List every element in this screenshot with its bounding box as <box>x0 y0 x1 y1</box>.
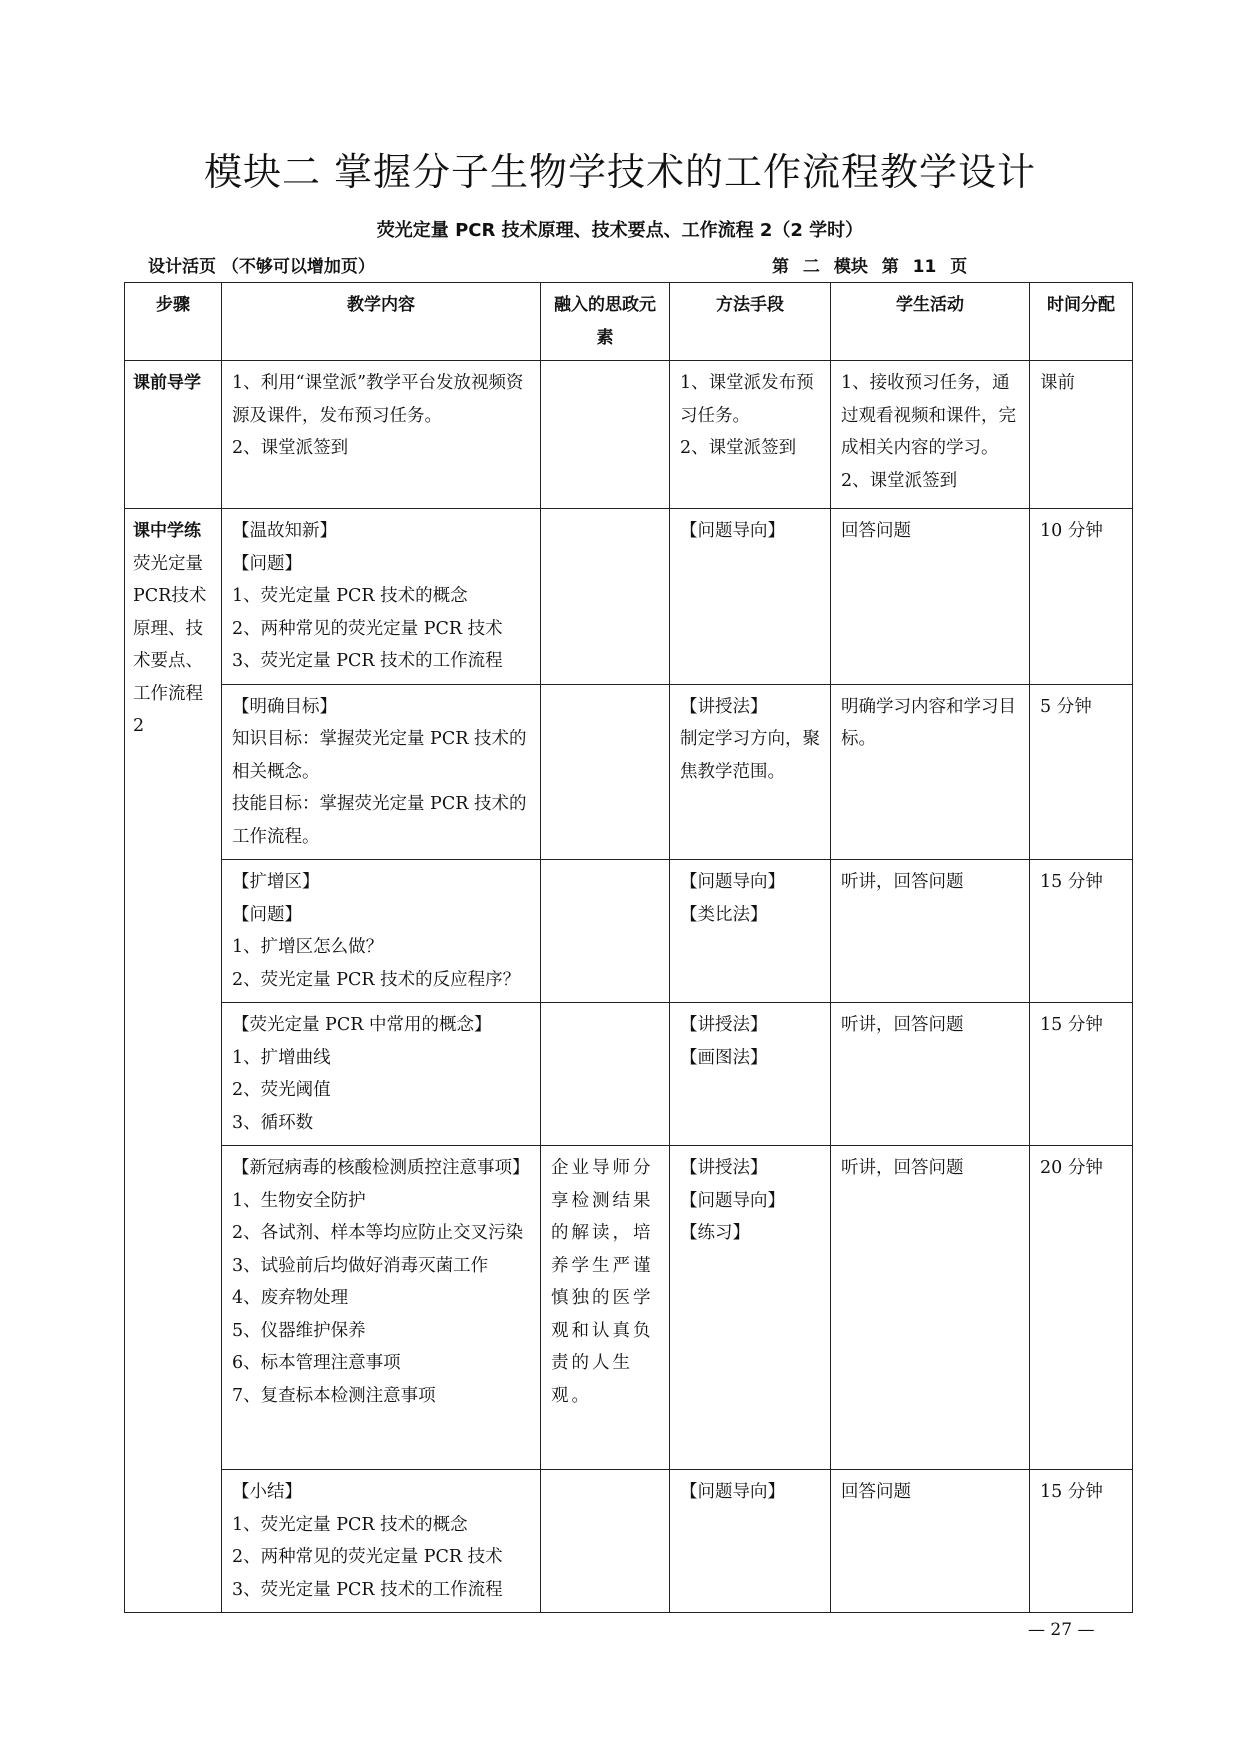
content-line: 【温故知新】 <box>232 521 337 541</box>
content-line: 2、两种常见的荧光定量 PCR 技术 <box>232 1547 503 1567</box>
activity-line: 1、接收预习任务，通过观看视频和课件，完成相关内容的学习。 <box>841 373 1016 458</box>
content-line: 【新冠病毒的核酸检测质控注意事项】 <box>232 1158 530 1178</box>
header-time: 时间分配 <box>1030 283 1133 361</box>
table-row <box>125 860 1133 1003</box>
method-cell <box>670 509 831 685</box>
page-number: — 27 — <box>1028 1620 1095 1640</box>
page-title: 模块二 掌握分子生物学技术的工作流程教学设计 <box>203 150 1037 194</box>
content-cell <box>222 860 541 1003</box>
content-line: 1、利用“课堂派”教学平台发放视频资源及课件，发布预习任务。 <box>232 373 524 426</box>
method-line: 【讲授法】 <box>680 1015 768 1035</box>
activity-line: 2、课堂派签到 <box>841 470 958 491</box>
step-cell <box>125 361 222 509</box>
content-line: 【明确目标】 <box>232 696 337 717</box>
content-line: 2、荧光定量 PCR 技术的反应程序？ <box>232 969 521 990</box>
activity-cell <box>831 1003 1030 1146</box>
sizheng-cell: 企业导师分享检测结果的解读，培养学生严谨慎独的医学观和认真负责的人生观。 <box>541 1146 670 1470</box>
sizheng-cell <box>541 1470 670 1613</box>
content-cell <box>222 1470 541 1613</box>
content-cell <box>222 509 541 685</box>
activity-line: 听讲，回答问题 <box>841 1015 964 1035</box>
table-row-pre-class <box>125 361 1133 509</box>
design-sheet-label: 设计活页 （不够可以增加页） <box>148 257 375 277</box>
header-method: 方法手段 <box>670 283 831 361</box>
header-step: 步骤 <box>125 283 222 361</box>
content-line: 【扩增区】 <box>232 872 320 892</box>
activity-cell <box>831 1470 1030 1613</box>
header-activity: 学生活动 <box>831 283 1030 361</box>
time-cell: 课前 <box>1030 361 1133 509</box>
content-cell <box>222 1146 541 1470</box>
content-line: 3、循环数 <box>232 1112 314 1133</box>
time-cell: 15 分钟 <box>1030 1470 1133 1613</box>
method-line: 2、课堂派签到 <box>680 438 797 458</box>
header-sizheng: 融入的思政元素 <box>541 283 670 361</box>
lesson-plan-table <box>124 282 1133 1613</box>
content-line: 2、课堂派签到 <box>232 438 349 458</box>
sizheng-cell <box>541 509 670 685</box>
step-label: 课中学练 <box>133 521 201 541</box>
method-cell <box>670 1470 831 1613</box>
content-line: 4、废弃物处理 <box>232 1288 349 1308</box>
content-line: 7、复查标本检测注意事项 <box>232 1385 436 1406</box>
content-line: 1、生物安全防护 <box>232 1190 366 1211</box>
method-cell <box>670 860 831 1003</box>
table-row <box>125 1470 1133 1613</box>
content-line: 1、扩增曲线 <box>232 1047 331 1068</box>
activity-line: 明确学习内容和学习目标。 <box>841 696 1016 749</box>
activity-cell <box>831 361 1030 509</box>
method-cell <box>670 361 831 509</box>
content-line: 1、荧光定量 PCR 技术的概念 <box>232 1514 468 1535</box>
time-cell: 15 分钟 <box>1030 860 1133 1003</box>
table-row <box>125 684 1133 860</box>
content-line: 技能目标：掌握荧光定量 PCR 技术的工作流程。 <box>232 794 527 847</box>
activity-line: 听讲，回答问题 <box>841 1158 964 1178</box>
method-line: 【问题导向】 <box>680 1190 785 1211</box>
content-cell <box>222 684 541 860</box>
method-line: 1、课堂派发布预习任务。 <box>680 373 814 426</box>
table-header-row <box>125 283 1133 361</box>
activity-line: 听讲，回答问题 <box>841 872 964 892</box>
method-line: 【画图法】 <box>680 1047 768 1068</box>
module-page-label: 第 二 模块 第 11 页 <box>772 257 968 277</box>
time-cell: 20 分钟 <box>1030 1146 1133 1470</box>
content-line: 3、荧光定量 PCR 技术的工作流程 <box>232 651 503 671</box>
content-line: 6、标本管理注意事项 <box>232 1353 401 1373</box>
method-line: 【讲授法】 <box>680 1158 768 1178</box>
table-row <box>125 1146 1133 1470</box>
time-cell: 5 分钟 <box>1030 684 1133 860</box>
method-line: 制定学习方向，聚焦教学范围。 <box>680 729 820 782</box>
method-line: 【问题导向】 <box>680 1482 785 1502</box>
step-label: 课前导学 <box>133 373 201 393</box>
page-subtitle: 荧光定量 PCR 技术原理、技术要点、工作流程 2（2 学时） <box>376 220 864 241</box>
content-line: 【问题】 <box>232 904 302 925</box>
method-cell <box>670 1146 831 1470</box>
step-cell <box>125 509 222 1613</box>
content-line: 2、各试剂、样本等均应防止交叉污染 <box>232 1223 524 1243</box>
method-line: 【练习】 <box>680 1223 750 1243</box>
activity-line: 回答问题 <box>841 1482 911 1502</box>
content-cell <box>222 361 541 509</box>
time-cell: 10 分钟 <box>1030 509 1133 685</box>
content-cell <box>222 1003 541 1146</box>
table-row <box>125 509 1133 685</box>
content-line: 【荧光定量 PCR 中常用的概念】 <box>232 1015 492 1035</box>
content-line: 3、试验前后均做好消毒灭菌工作 <box>232 1255 489 1276</box>
content-line: 3、荧光定量 PCR 技术的工作流程 <box>232 1579 503 1600</box>
activity-cell <box>831 860 1030 1003</box>
method-line: 【讲授法】 <box>680 696 768 717</box>
activity-cell <box>831 509 1030 685</box>
activity-line: 回答问题 <box>841 521 911 541</box>
content-line: 【问题】 <box>232 553 302 574</box>
content-line: 5、仪器维护保养 <box>232 1320 366 1341</box>
sizheng-cell <box>541 860 670 1003</box>
content-line: 1、扩增区怎么做？ <box>232 937 384 957</box>
activity-cell <box>831 684 1030 860</box>
method-line: 【问题导向】 <box>680 521 785 541</box>
content-line: 【小结】 <box>232 1482 302 1502</box>
time-cell: 15 分钟 <box>1030 1003 1133 1146</box>
method-cell <box>670 684 831 860</box>
content-line: 2、荧光阈值 <box>232 1080 331 1100</box>
sizheng-cell <box>541 1003 670 1146</box>
table-row <box>125 1003 1133 1146</box>
method-line: 【问题导向】 <box>680 872 785 892</box>
method-line: 【类比法】 <box>680 904 768 925</box>
content-line: 知识目标：掌握荧光定量 PCR 技术的相关概念。 <box>232 729 527 782</box>
sizheng-cell <box>541 361 670 509</box>
sizheng-cell <box>541 684 670 860</box>
method-cell <box>670 1003 831 1146</box>
activity-cell <box>831 1146 1030 1470</box>
content-line: 2、两种常见的荧光定量 PCR 技术 <box>232 618 503 639</box>
step-description: 荧光定量PCR技术原理、技术要点、工作流程2 <box>133 553 207 736</box>
header-content: 教学内容 <box>222 283 541 361</box>
content-line: 1、荧光定量 PCR 技术的概念 <box>232 586 468 606</box>
